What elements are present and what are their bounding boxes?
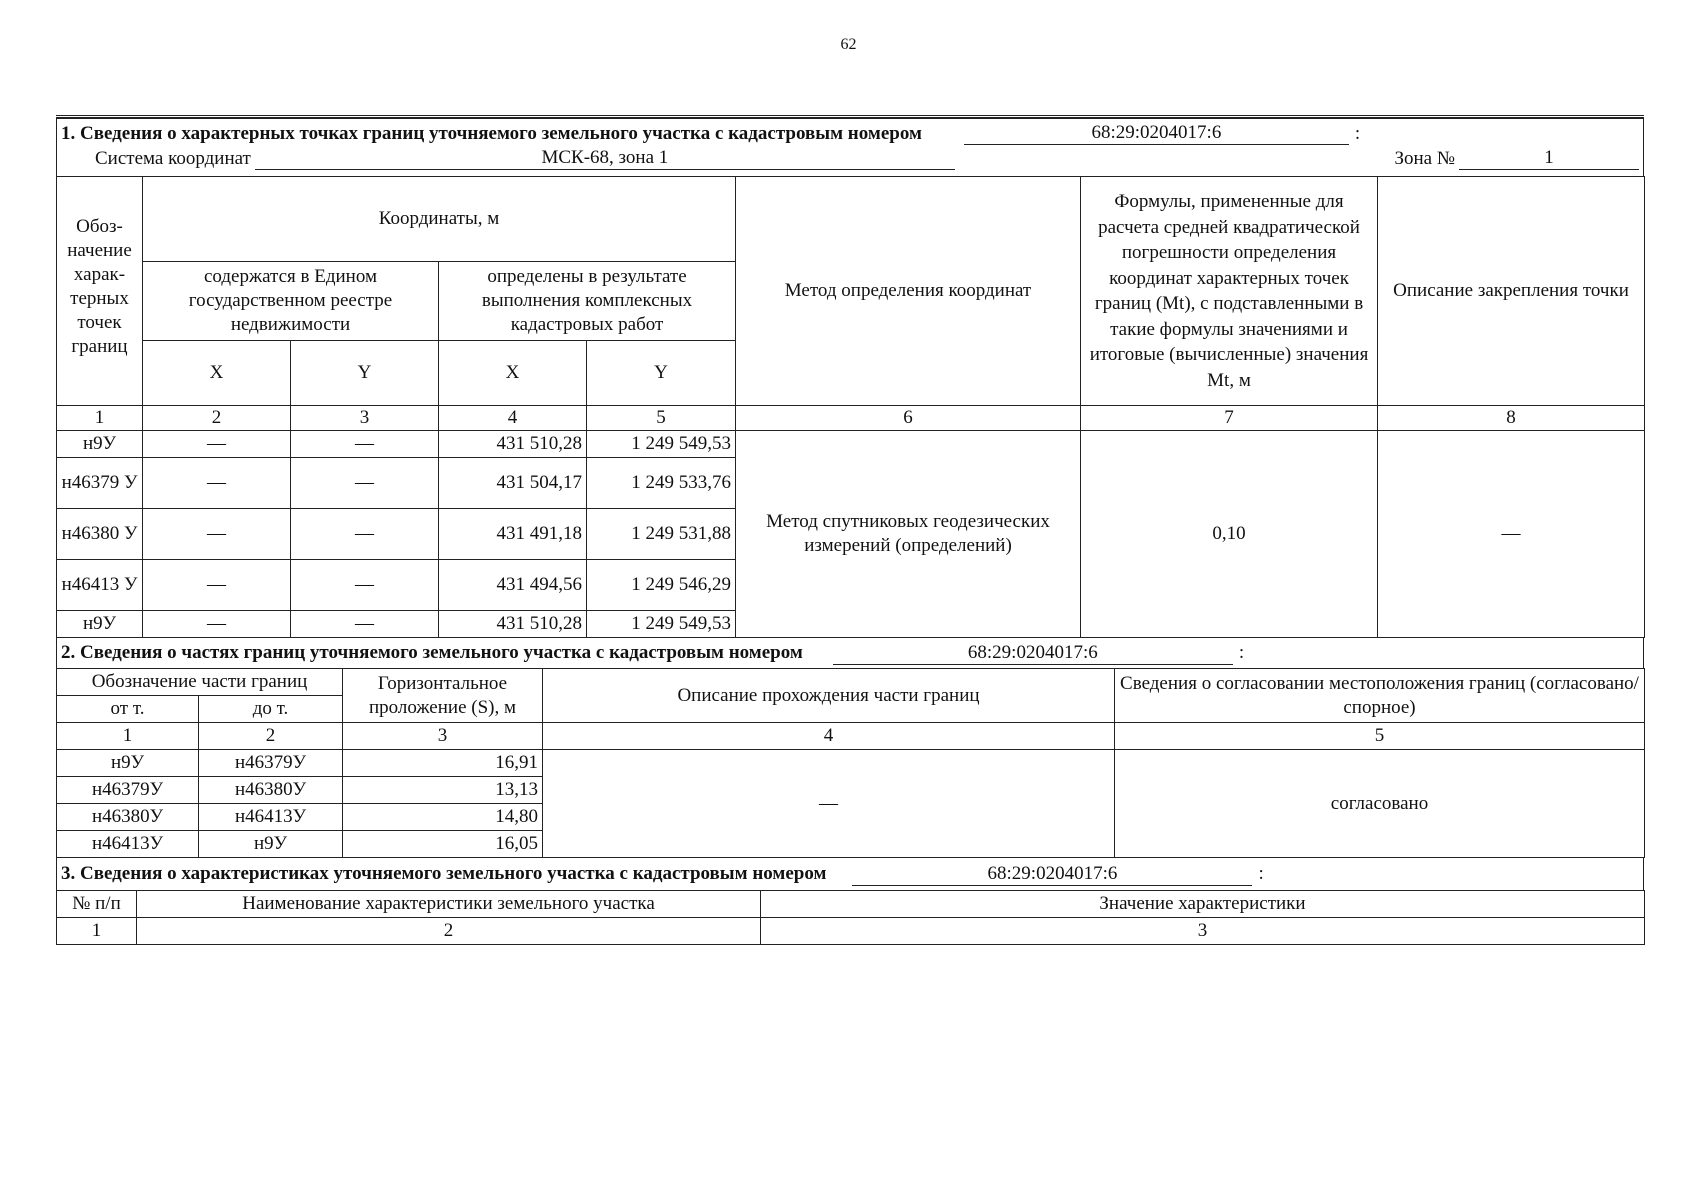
point-name: н46379 У (57, 458, 143, 509)
section1-header (56, 118, 1644, 176)
col-number: 2 (143, 406, 291, 431)
horizontal-value: 16,91 (343, 750, 543, 777)
col-number: 6 (736, 406, 1081, 431)
section1-title: 1. Сведения о характерных точках границ уточняемого земельного участка с кадастровым номером (61, 123, 922, 144)
header-coordinates: Координаты, м (143, 177, 736, 262)
y-value: 1 249 546,29 (587, 560, 736, 611)
zone-label: Зона № (1394, 148, 1455, 169)
header-designation: Обоз- начение харак- терных точек границ (57, 177, 143, 406)
x-registry: — (143, 509, 291, 560)
point-name: н46380 У (57, 509, 143, 560)
x-registry: — (143, 611, 291, 638)
col-number: 8 (1378, 406, 1645, 431)
header-fixing: Описание закрепления точки (1378, 177, 1645, 406)
to-point: н46380У (199, 777, 343, 804)
points-table (56, 176, 1645, 638)
horizontal-value: 16,05 (343, 831, 543, 858)
header-value: Значение характеристики (761, 891, 1645, 918)
point-name: н46413 У (57, 560, 143, 611)
header-formulas: Формулы, примененные для расчета средней квадратической погрешности определения координат характерных точек границ (Mt), с подставленными в такие формулы значениями и итоговые (вычисленные) значения Mt, м (1081, 177, 1378, 406)
x-value: 431 510,28 (439, 431, 587, 458)
header-no: № п/п (57, 891, 137, 918)
y-registry: — (291, 560, 439, 611)
to-point: н46379У (199, 750, 343, 777)
y-value: 1 249 549,53 (587, 431, 736, 458)
table-row (57, 750, 1645, 777)
col-number: 3 (343, 723, 543, 750)
header-y-determined: Y (587, 341, 736, 406)
section3-colon: : (1258, 863, 1264, 884)
y-registry: — (291, 509, 439, 560)
to-point: н9У (199, 831, 343, 858)
y-registry: — (291, 611, 439, 638)
from-point: н46379У (57, 777, 199, 804)
x-value: 431 494,56 (439, 560, 587, 611)
col-number: 4 (543, 723, 1115, 750)
x-value: 431 491,18 (439, 509, 587, 560)
x-registry: — (143, 431, 291, 458)
col-number: 1 (57, 406, 143, 431)
y-value: 1 249 533,76 (587, 458, 736, 509)
from-point: н46380У (57, 804, 199, 831)
col-number: 5 (587, 406, 736, 431)
col-number: 3 (761, 918, 1645, 945)
agreement-value: согласовано (1115, 750, 1645, 858)
horizontal-value: 13,13 (343, 777, 543, 804)
x-registry: — (143, 560, 291, 611)
col-number: 2 (137, 918, 761, 945)
col-number: 1 (57, 918, 137, 945)
col-number: 2 (199, 723, 343, 750)
x-registry: — (143, 458, 291, 509)
fixing-value: — (1378, 431, 1645, 638)
header-horizontal: Горизонтальное проложение (S), м (343, 669, 543, 723)
section3-cadastral-number: 68:29:0204017:6 (852, 863, 1252, 886)
section2-colon: : (1238, 642, 1245, 663)
description-value: — (543, 750, 1115, 858)
section2-header (56, 638, 1644, 668)
section3-header (56, 858, 1644, 890)
zone-value: 1 (1459, 147, 1639, 170)
x-value: 431 510,28 (439, 611, 587, 638)
header-to: до т. (199, 696, 343, 723)
point-name: н9У (57, 431, 143, 458)
y-registry: — (291, 431, 439, 458)
header-method: Метод определения координат (736, 177, 1081, 406)
table-row (57, 431, 1645, 458)
header-part: Обозначение части границ (57, 669, 343, 696)
boundary-parts-table (56, 668, 1645, 858)
col-number: 7 (1081, 406, 1378, 431)
coord-system-value: МСК-68, зона 1 (255, 147, 955, 170)
header-from: от т. (57, 696, 199, 723)
header-y-registry: Y (291, 341, 439, 406)
header-x-determined: X (439, 341, 587, 406)
col-number: 5 (1115, 723, 1645, 750)
y-value: 1 249 549,53 (587, 611, 736, 638)
method-value: Метод спутниковых геодезических измерений (определений) (736, 431, 1081, 638)
header-agreement: Сведения о согласовании местоположения границ (согласовано/спорное) (1115, 669, 1645, 723)
header-determined: определены в результате выполнения комплексных кадастровых работ (439, 262, 736, 341)
y-registry: — (291, 458, 439, 509)
to-point: н46413У (199, 804, 343, 831)
horizontal-value: 14,80 (343, 804, 543, 831)
col-number: 3 (291, 406, 439, 431)
characteristics-table (56, 890, 1645, 945)
section2-cadastral-number: 68:29:0204017:6 (833, 642, 1233, 665)
point-name: н9У (57, 611, 143, 638)
section3-title: 3. Сведения о характеристиках уточняемого земельного участка с кадастровым номером (61, 863, 827, 884)
header-description: Описание прохождения части границ (543, 669, 1115, 723)
from-point: н46413У (57, 831, 199, 858)
from-point: н9У (57, 750, 199, 777)
coord-system-label: Система координат (95, 148, 251, 169)
header-name: Наименование характеристики земельного участка (137, 891, 761, 918)
page-number: 62 (840, 36, 857, 53)
header-registry: содержатся в Едином государственном реестре недвижимости (143, 262, 439, 341)
x-value: 431 504,17 (439, 458, 587, 509)
section1-colon: : (1354, 123, 1361, 144)
col-number: 1 (57, 723, 199, 750)
mt-value: 0,10 (1081, 431, 1378, 638)
y-value: 1 249 531,88 (587, 509, 736, 560)
section1-cadastral-number: 68:29:0204017:6 (964, 122, 1349, 145)
col-number: 4 (439, 406, 587, 431)
header-x-registry: X (143, 341, 291, 406)
cadastral-form (56, 115, 1644, 945)
section2-title: 2. Сведения о частях границ уточняемого земельного участка с кадастровым номером (61, 642, 803, 663)
